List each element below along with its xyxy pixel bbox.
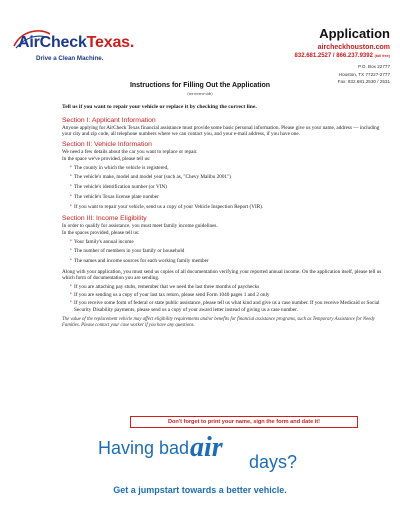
section3-intro: In order to qualify for assistance, you must meet family income guidelines. xyxy=(62,222,218,229)
section3-list xyxy=(70,239,384,265)
banner-having-text: Having bad xyxy=(98,438,190,458)
eligibility-note: The value of the replacement vehicle may affect eligibility requirements and/or benefits for financial assistance programs, such as Temporary Assistance for Needy Families. Please contact your case worker if you have any questions. xyxy=(62,317,375,328)
list-item: • If you are sending us a copy of your last tax return, please send Form 1040 pages 1 and 2 only xyxy=(70,292,384,299)
banner-days-text: days? xyxy=(249,452,298,472)
list-item: • The vehicle's identification number (or VIN) xyxy=(70,184,384,191)
section1-heading: Section I: Applicant Information xyxy=(62,116,156,124)
logo-brand-part2: Texas xyxy=(86,34,130,51)
phone-main: 832.681.2527 / 866.237.9392 xyxy=(294,53,373,59)
instructions-body xyxy=(62,104,384,329)
section2-list xyxy=(70,165,384,211)
section3-heading: Section III: Income Eligibility xyxy=(62,214,147,222)
list-item: • If you are attaching pay stubs, remember that we need the last three months of paychecks xyxy=(70,284,384,291)
section2-heading: Section II: Vehicle Information xyxy=(62,140,152,148)
instructions-subtitle: (see reverse side) xyxy=(187,92,213,96)
section1-text: Anyone applying for AirCheck Texas financial assistance must provide some basic personal information. Please give us your name, address — including your city and zip code, all telephone numbers where we can contact you, and your e-mail address, if you have one. xyxy=(62,124,380,137)
logo-brand-part1: AirCheck xyxy=(18,34,87,51)
section2-intro2: In the space we've provided, please tell us: xyxy=(62,156,151,162)
address-line1: P.O. Box 22777 xyxy=(358,64,390,69)
banner-air-text: air xyxy=(190,432,223,463)
application-title: Application xyxy=(319,26,390,41)
section3-docs-text: Along with your application, you must send us copies of all documentation verifying your reported annual income. On the application itself, please tell us which form of documentation you are sending. xyxy=(62,268,382,282)
phone-numbers xyxy=(295,53,390,59)
list-item: • The names and income sources for each working family member xyxy=(70,258,384,265)
logo-tagline: Drive a Clean Machine. xyxy=(36,55,104,62)
section3-docs-list xyxy=(70,284,384,313)
address-line2: Houston, TX 77227-2777 xyxy=(338,71,390,77)
section2-intro: We need a few details about the car you want to replace or repair. xyxy=(62,148,198,155)
instructions-lead: Tell us if you want to repair your vehicle or replace it by checking the correct line. xyxy=(62,104,257,110)
signature-reminder-box xyxy=(130,416,358,428)
list-item: • If you receive some form of federal or state public assistance, please tell us what kind and give us a case number. If you receive Medicaid or Social Security Disability payments, please send us a copy of your award letter instead of giving us a case number. xyxy=(70,300,384,313)
section3-intro2: In the spaces provided, please tell us: xyxy=(62,230,140,237)
instructions-title: Instructions for Filling Out the Application xyxy=(129,82,271,89)
phone-note: (toll free) xyxy=(374,54,390,58)
logo-wordmark: AirCheckTexas. xyxy=(18,34,135,51)
banner-jumpstart-text: Get a jumpstart towards a better vehicle. xyxy=(113,485,287,495)
website-link[interactable]: aircheckhouston.com xyxy=(317,44,390,51)
list-item: • The vehicle's Texas license plate number xyxy=(70,194,384,201)
list-item: • The number of members in your family or household xyxy=(70,248,384,255)
list-item: • Your family's annual income xyxy=(70,239,384,246)
list-item: • The county in which the vehicle is registered, xyxy=(70,165,384,172)
list-item: • The vehicle's make, model and model year (such as, "Chevy Malibu 2001") xyxy=(70,174,384,181)
list-item: • If you want to repair your vehicle, send us a copy of your Vehicle Inspection Report (VIR). xyxy=(70,204,384,211)
signature-reminder-text: Don't forget to print your name, sign the form and date it! xyxy=(167,419,321,425)
fax-numbers: Fax: 832.681.2530 / 2531 xyxy=(337,79,390,85)
